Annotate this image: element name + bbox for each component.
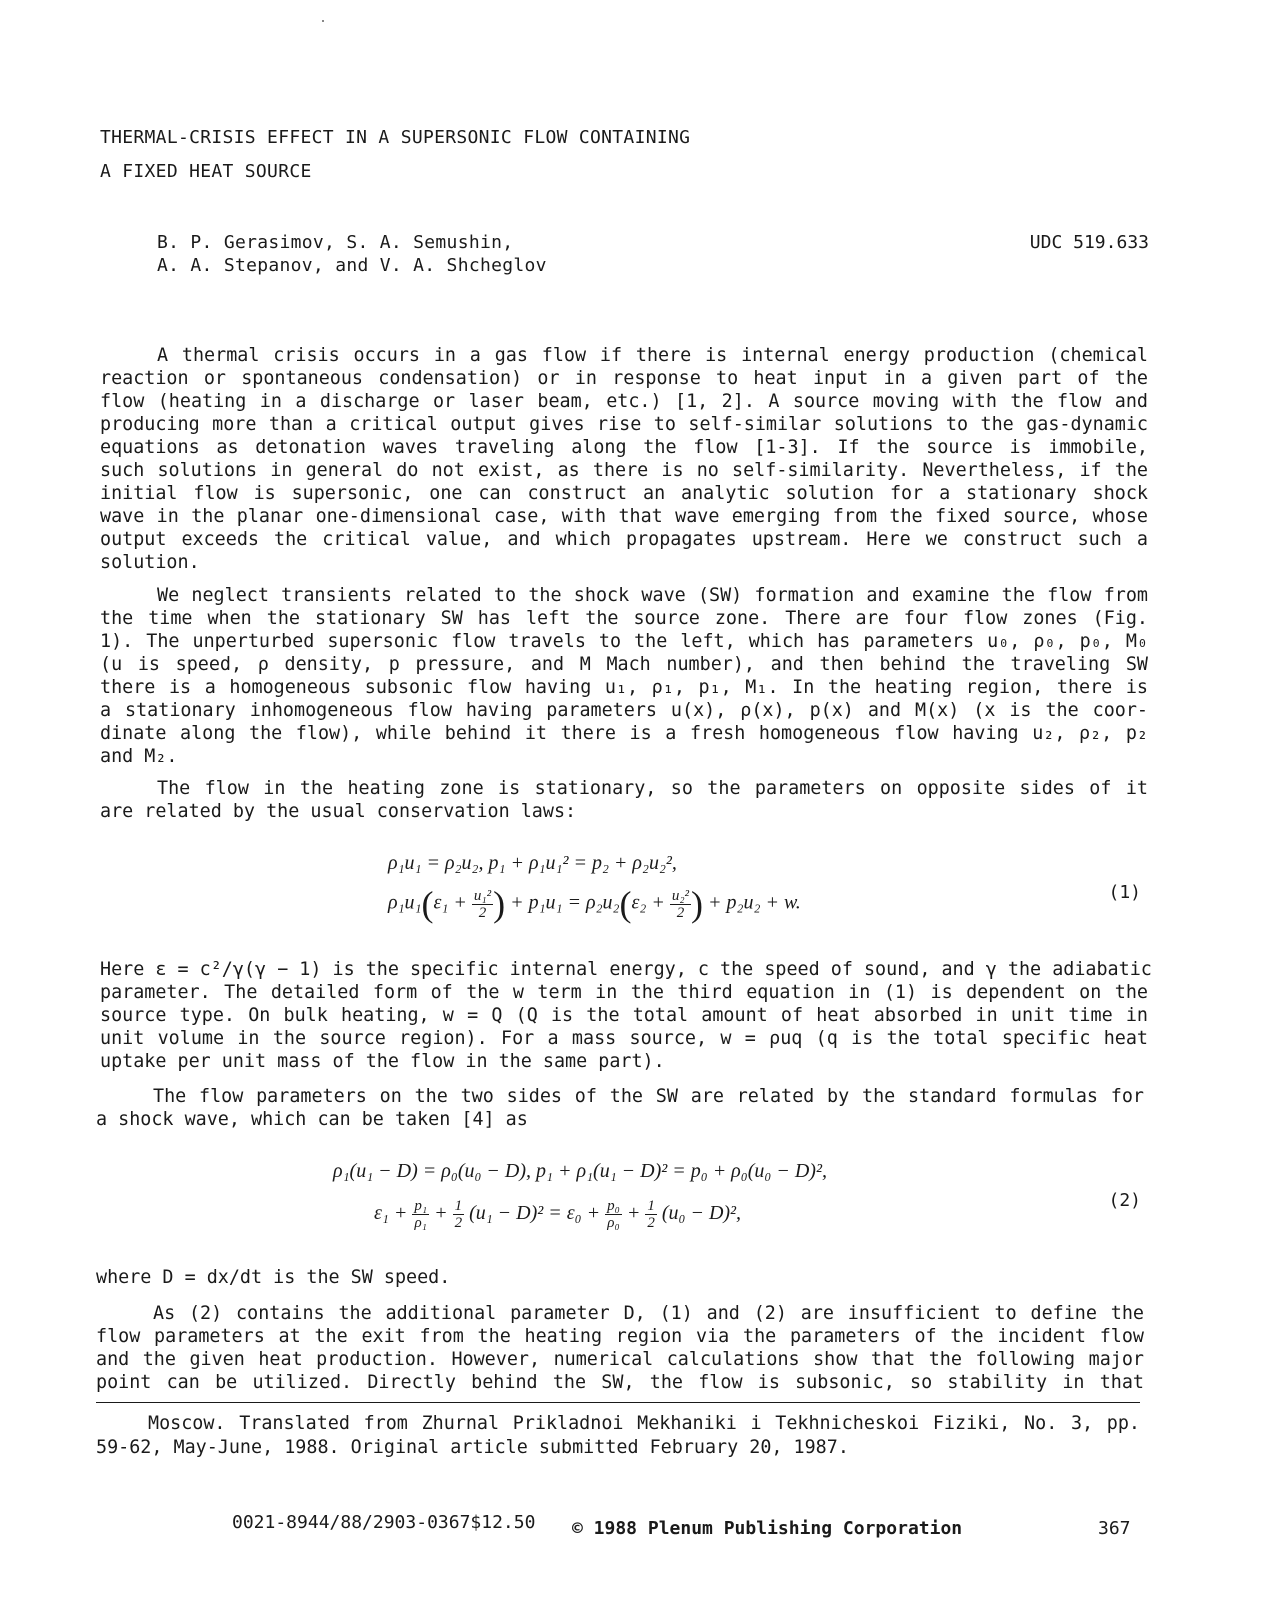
text-line: The flow parameters on the two sides of the SW are related by the standard formulas for: [153, 1086, 1144, 1107]
text-line: reaction or spontaneous condensation) or in response to heat input in a given part of the: [100, 368, 1148, 389]
text-line: As (2) contains the additional parameter D, (1) and (2) are insufficient to define the: [153, 1303, 1144, 1324]
denominator: 2: [647, 1215, 655, 1231]
article-title-line-1: THERMAL-CRISIS EFFECT IN A SUPERSONIC FLOW CONTAINING: [100, 127, 691, 148]
text-line: initial flow is supersonic, one can construct an analytic solution for a stationary shock: [100, 483, 1148, 504]
fraction: [670, 888, 691, 921]
numerator: p₀: [607, 1198, 620, 1214]
paragraph-7: [96, 1302, 1144, 1394]
authors-line-2: A. A. Stepanov, and V. A. Shcheglov: [157, 255, 547, 276]
text-line: (u is speed, ρ density, p pressure, and M Mach number), and then behind the traveling SW: [100, 654, 1148, 675]
right-paren: ): [493, 884, 506, 924]
numerator: 1: [647, 1198, 655, 1214]
text-line: and M₂.: [100, 746, 178, 767]
equation-1-number: (1): [1108, 882, 1141, 903]
text-line: a stationary inhomogeneous flow having parameters u(x), ρ(x), p(x) and M(x) (x is the coor-: [100, 700, 1148, 721]
text-line: source type. On bulk heating, w = Q (Q is the total amount of heat absorbed in unit time in: [100, 1005, 1148, 1026]
text-line: equations as detonation waves traveling along the flow [1-3]. If the source is immobile,: [100, 437, 1148, 458]
equation-2-number: (2): [1108, 1190, 1141, 1211]
text-line: where D = dx/dt is the SW speed.: [96, 1267, 451, 1288]
eq-term: ε₂ +: [631, 891, 665, 914]
text-line: producing more than a critical output gives rise to self-similar solutions to the gas-dynamic: [100, 414, 1148, 435]
numerator: 1: [454, 1198, 463, 1214]
text-line: wave in the planar one-dimensional case, with that wave emerging from the fixed source, whose: [100, 506, 1148, 527]
text-line: We neglect transients related to the shock wave (SW) formation and examine the flow from: [157, 585, 1148, 606]
paragraph-3: [100, 777, 1148, 823]
page-number: 367: [1098, 1518, 1131, 1539]
eq-term: + p₂u₂ + w.: [708, 891, 801, 914]
denominator: ρ₀: [607, 1215, 620, 1231]
fraction: [453, 1198, 465, 1231]
left-paren: (: [421, 884, 434, 924]
fraction: [605, 1198, 622, 1231]
paragraph-1: [100, 344, 1148, 574]
eq-term: +: [626, 1202, 641, 1225]
denominator: 2: [454, 1215, 463, 1231]
text-line: point can be utilized. Directly behind the SW, the flow is subsonic, so stability in that: [96, 1372, 1144, 1393]
text-line: output exceeds the critical value, and which propagates upstream. Here we construct such a: [100, 529, 1148, 550]
text-line: there is a homogeneous subsonic flow having u₁, ρ₁, p₁, M₁. In the heating region, there is: [100, 677, 1148, 698]
fraction: [645, 1198, 657, 1231]
text-line: solution.: [100, 552, 200, 573]
text-line: dinate along the flow), while behind it there is a fresh homogeneous flow having u₂, ρ₂, p₂: [100, 723, 1148, 744]
copyright-notice: © 1988 Plenum Publishing Corporation: [572, 1518, 963, 1539]
footnote: [96, 1412, 1140, 1460]
authors-line-1: B. P. Gerasimov, S. A. Semushin,: [157, 232, 514, 253]
text-line: Moscow. Translated from Zhurnal Prikladnoi Mekhaniki i Tekhnicheskoi Fiziki, No. 3, pp.: [148, 1413, 1140, 1434]
eq-term: (u₁ − D)² = ε₀ +: [469, 1202, 601, 1225]
text-line: are related by the usual conservation laws:: [100, 801, 577, 822]
paragraph-5: [96, 1085, 1144, 1131]
eq-term: ρ₁u₁: [388, 891, 422, 914]
equation-1-row-2: [388, 886, 801, 922]
text-line: uptake per unit mass of the flow in the same part).: [100, 1051, 665, 1072]
text-line: Here ε = c²/γ(γ − 1) is the specific internal energy, c the speed of sound, and γ the adiabatic: [100, 959, 1152, 980]
eq-term: + p₁u₁ = ρ₂u₂: [510, 891, 620, 914]
eq-term: +: [434, 1202, 448, 1225]
equation-1-row-1: ρ₁u₁ = ρ₂u₂, p₁ + ρ₁u₁² = p₂ + ρ₂u₂²,: [388, 852, 677, 874]
article-code: 0021-8944/88/2903-0367$12.50: [232, 1512, 536, 1533]
text-line: 59-62, May-June, 1988. Original article submitted February 20, 1987.: [96, 1437, 849, 1458]
paragraph-4: [100, 958, 1152, 1073]
eq-term: ε₁ +: [433, 891, 467, 914]
paragraph-2: [100, 584, 1148, 768]
fraction: [412, 1198, 429, 1231]
fraction: [472, 888, 493, 921]
eq-term: ε₁ +: [374, 1202, 408, 1225]
article-title-line-2: A FIXED HEAT SOURCE: [100, 161, 312, 182]
denominator: ρ₁: [414, 1215, 427, 1231]
text-line: flow (heating in a discharge or laser beam, etc.) [1, 2]. A source moving with the flow and: [100, 391, 1148, 412]
text-line: unit volume in the source region). For a mass source, w = ρuq (q is the total specific heat: [100, 1028, 1148, 1049]
right-paren: ): [691, 884, 704, 924]
text-line: 1). The unperturbed supersonic flow travels to the left, which has parameters u₀, ρ₀, p₀, M₀: [100, 631, 1148, 652]
numerator: u₂²: [671, 887, 690, 904]
denominator: 2: [676, 904, 685, 921]
text-line: the time when the stationary SW has left the source zone. There are four flow zones (Fig.: [100, 608, 1148, 629]
text-line: parameter. The detailed form of the w term in the third equation in (1) is dependent on the: [100, 982, 1148, 1003]
equation-2-row-2: [374, 1198, 741, 1231]
text-line: a shock wave, which can be taken [4] as: [96, 1109, 528, 1130]
footnote-rule: [96, 1402, 1140, 1403]
text-line: flow parameters at the exit from the heating region via the parameters of the incident flow: [96, 1326, 1144, 1347]
numerator: p₁: [414, 1198, 428, 1214]
text-line: A thermal crisis occurs in a gas flow if there is internal energy production (chemical: [157, 345, 1148, 366]
numerator: u₁²: [473, 887, 492, 904]
left-paren: (: [619, 884, 632, 924]
udc-code: UDC 519.633: [1029, 232, 1149, 253]
denominator: 2: [478, 904, 487, 921]
paragraph-6: [96, 1266, 1144, 1289]
text-line: The flow in the heating zone is stationary, so the parameters on opposite sides of it: [157, 778, 1148, 799]
text-line: and the given heat production. However, numerical calculations show that the following major: [96, 1349, 1144, 1370]
text-line: such solutions in general do not exist, as there is no self-similarity. Nevertheless, if the: [100, 460, 1148, 481]
eq-term: (u₀ − D)²,: [661, 1202, 742, 1225]
scan-speck: [322, 20, 324, 22]
equation-2-row-1: ρ₁(u₁ − D) = ρ₀(u₀ − D), p₁ + ρ₁(u₁ − D)² = p₀ + ρ₀(u₀ − D)²,: [333, 1160, 827, 1182]
